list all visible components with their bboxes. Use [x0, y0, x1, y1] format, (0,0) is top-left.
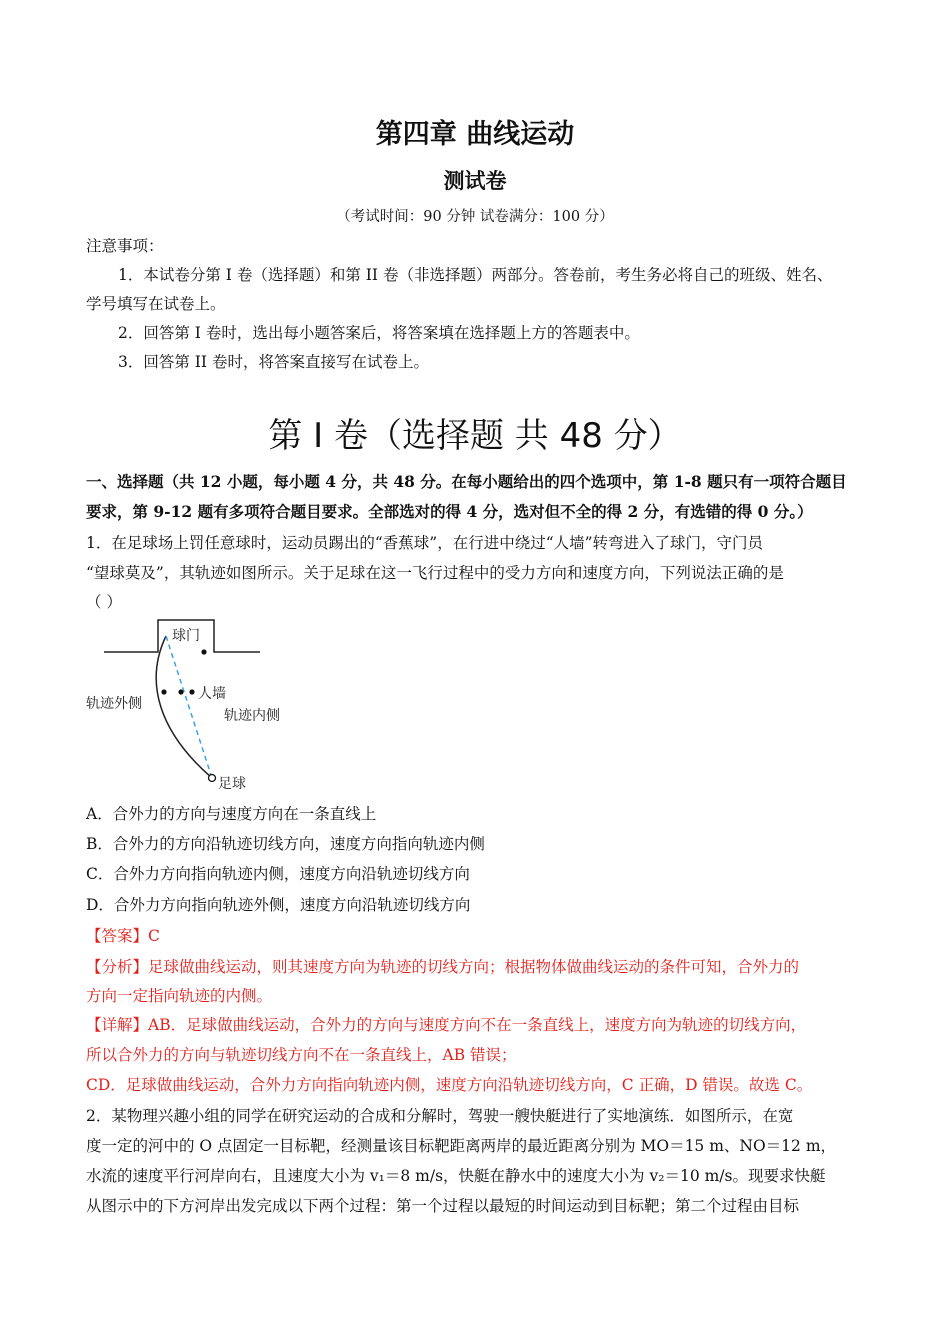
goal-point	[201, 649, 206, 654]
q1-trajectory-diagram	[84, 612, 304, 797]
wall-player	[161, 689, 166, 694]
q1-detail-line1: 【详解】AB．足球做曲线运动，合外力的方向与速度方向不在一条直线上，速度方向为轨迹的切线方向，	[86, 1016, 807, 1034]
q1-analysis-line1: 【分析】足球做曲线运动，则其速度方向为轨迹的切线方向；根据物体做曲线运动的条件可知，合外力的	[86, 958, 800, 976]
q1-option-b: B．合外力的方向沿轨迹切线方向，速度方向指向轨迹内侧	[86, 835, 485, 853]
note-item-1-line1: 1．本试卷分第 I 卷（选择题）和第 II 卷（非选择题）两部分。答卷前，考生务必将自己的班级、姓名、	[118, 266, 833, 284]
goal-label: 球门	[172, 628, 200, 644]
ball-label: 足球	[218, 776, 246, 792]
note-item-2: 2．回答第 I 卷时，选出每小题答案后，将答案填在选择题上方的答题表中。	[118, 324, 640, 342]
q1-option-a: A．合外力的方向与速度方向在一条直线上	[86, 805, 377, 823]
note-item-1-line2: 学号填写在试卷上。	[86, 295, 226, 313]
section-title: 第 I 卷（选择题 共 48 分）	[268, 416, 682, 456]
instructions-line2: 要求，第 9-12 题有多项符合题目要求。全部选对的得 4 分，选对但不全的得 2 分，有选错的得 0 分。）	[86, 502, 813, 521]
q1-answer: 【答案】C	[86, 927, 160, 945]
q1-detail-line2: 所以合外力的方向与轨迹切线方向不在一条直线上，AB 错误；	[86, 1046, 517, 1064]
exam-info: （考试时间：90 分钟 试卷满分：100 分）	[336, 209, 614, 225]
instructions-line1: 一、选择题（共 12 小题，每小题 4 分，共 48 分。在每小题给出的四个选项中，第 1-8 题只有一项符合题目	[86, 472, 847, 491]
subtitle: 测试卷	[443, 169, 507, 193]
notes-heading: 注意事项：	[86, 237, 164, 255]
wall-player	[178, 689, 183, 694]
q1-analysis-line2: 方向一定指向轨迹的内侧。	[86, 987, 273, 1005]
q2-stem-line2: 度一定的河中的 O 点固定一目标靶，经测量该目标靶距离两岸的最近距离分别为 MO＝15 m、NO＝12 m，	[86, 1137, 837, 1155]
q1-stem-line1: 1．在足球场上罚任意球时，运动员踢出的“香蕉球”，在行进中绕过“人墙”转弯进入了球门，守门员	[86, 534, 764, 552]
q2-stem-line3: 水流的速度平行河岸向右，且速度大小为 v₁＝8 m/s，快艇在静水中的速度大小为 v₂＝10 m/s。现要求快艇	[86, 1167, 826, 1185]
ball-icon	[209, 775, 216, 782]
q1-option-c: C．合外力方向指向轨迹内侧，速度方向沿轨迹切线方向	[86, 865, 470, 883]
wall-label: 人墙	[198, 686, 226, 702]
q2-stem-line1: 2．某物理兴趣小组的同学在研究运动的合成和分解时，驾驶一艘快艇进行了实地演练．如图所示，在宽	[86, 1107, 794, 1125]
outer-side-label: 轨迹外侧	[86, 696, 142, 712]
ball-trajectory	[156, 636, 212, 778]
note-item-3: 3．回答第 II 卷时，将答案直接写在试卷上。	[118, 353, 429, 371]
straight-dashed-line	[166, 636, 212, 778]
wall-player	[189, 689, 194, 694]
q1-stem-line2: “望球莫及”，其轨迹如图所示。关于足球在这一飞行过程中的受力方向和速度方向，下列说法正确的是	[86, 564, 784, 582]
chapter-title: 第四章 曲线运动	[375, 119, 575, 150]
q1-detail-line3: CD．足球做曲线运动，合外力方向指向轨迹内侧，速度方向沿轨迹切线方向，C 正确，D 错误。故选 C。	[86, 1076, 813, 1094]
q1-stem-line3: （ ）	[86, 593, 122, 611]
inner-side-label: 轨迹内侧	[224, 708, 280, 724]
q2-stem-line4: 从图示中的下方河岸出发完成以下两个过程：第一个过程以最短的时间运动到目标靶；第二个过程由目标	[86, 1197, 800, 1215]
q1-option-d: D．合外力方向指向轨迹外侧，速度方向沿轨迹切线方向	[86, 896, 471, 914]
